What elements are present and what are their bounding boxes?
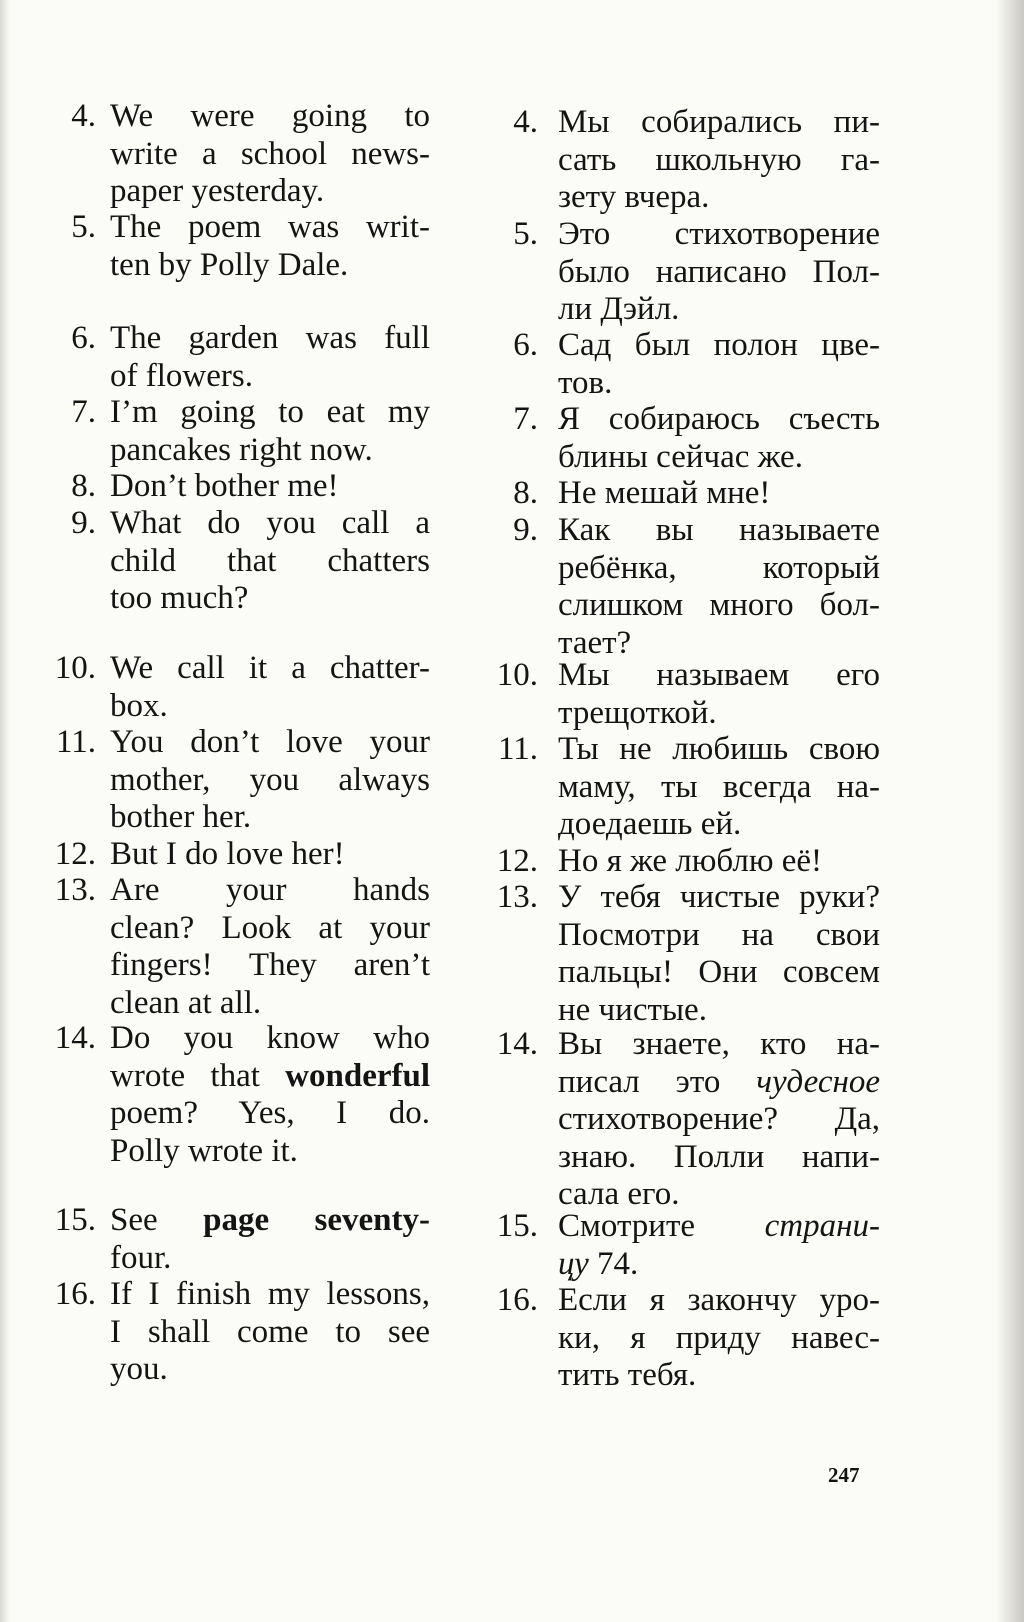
text-line: paper yesterday. bbox=[110, 173, 325, 210]
text-fragment: Смотрите bbox=[558, 1208, 696, 1244]
text-line: clean at all. bbox=[110, 984, 262, 1021]
item-number: 15. bbox=[54, 1202, 96, 1238]
text-line: poem? Yes, I do. bbox=[110, 1095, 430, 1132]
item-number: 6. bbox=[513, 327, 538, 363]
italic-word: страни- bbox=[764, 1208, 880, 1244]
text-line: What do you call a bbox=[110, 505, 430, 541]
text-line: fingers! They aren’t bbox=[110, 947, 430, 984]
item-number: 7. bbox=[513, 401, 538, 437]
text-line: пальцы! Они совсем bbox=[558, 954, 880, 991]
text-line: блины сейчас же. bbox=[558, 438, 803, 475]
text-line: four. bbox=[110, 1239, 172, 1276]
text-line: ten by Polly Dale. bbox=[110, 246, 349, 283]
text-fragment: 74. bbox=[596, 1245, 639, 1282]
page-number: 247 bbox=[828, 1463, 860, 1487]
text-line: сать школьную га- bbox=[558, 141, 880, 178]
item-number: 10. bbox=[496, 657, 538, 693]
item-number: 13. bbox=[496, 879, 538, 915]
text-line: Don’t bother me! bbox=[110, 468, 339, 504]
text-line: знаю. Полли напи- bbox=[558, 1138, 880, 1175]
text-line: Не мешай мне! bbox=[558, 475, 771, 511]
text-line: box. bbox=[110, 687, 168, 724]
item-number: 9. bbox=[513, 512, 538, 548]
text-line: Это стихотворение bbox=[558, 216, 880, 252]
item-number: 5. bbox=[71, 209, 96, 245]
text-line: If I finish my lessons, bbox=[110, 1276, 430, 1312]
text-line: Мы называем его bbox=[558, 657, 880, 693]
item-number: 6. bbox=[71, 320, 96, 356]
text-line: Как вы называете bbox=[558, 512, 880, 548]
text-line: трещоткой. bbox=[558, 694, 717, 731]
item-number: 16. bbox=[54, 1276, 96, 1312]
text-line: We were going to bbox=[110, 98, 430, 134]
item-number: 12. bbox=[54, 836, 96, 872]
text-line: У тебя чистые руки? bbox=[558, 879, 880, 915]
text-line: you. bbox=[110, 1351, 168, 1388]
item-number: 13. bbox=[54, 872, 96, 908]
text-line: Но я же люблю её! bbox=[558, 843, 823, 879]
text-line: Polly wrote it. bbox=[110, 1132, 298, 1169]
text-line: не чистые. bbox=[558, 991, 707, 1028]
bold-word: wonderful bbox=[285, 1057, 430, 1094]
text-line: mother, you always bbox=[110, 761, 430, 798]
text-line: pancakes right now. bbox=[110, 431, 373, 468]
text-line: We call it a chatter- bbox=[110, 650, 430, 686]
text-line: ки, я приду навес- bbox=[558, 1319, 880, 1356]
text-line: clean? Look at your bbox=[110, 909, 430, 946]
item-number: 12. bbox=[496, 843, 538, 879]
text-line bbox=[558, 1246, 880, 1284]
item-number: 8. bbox=[71, 468, 96, 504]
text-line bbox=[558, 1208, 880, 1246]
text-line: Are your hands bbox=[110, 872, 430, 908]
text-line: Мы собирались пи- bbox=[558, 104, 880, 140]
italic-word: чудесное bbox=[756, 1063, 880, 1100]
text-line: сала его. bbox=[558, 1176, 680, 1213]
text-line: You don’t love your bbox=[110, 724, 430, 760]
item-number: 14. bbox=[496, 1026, 538, 1062]
text-line: доедаешь ей. bbox=[558, 806, 742, 843]
text-line: I’m going to eat my bbox=[110, 394, 430, 430]
text-line: ребёнка, который bbox=[558, 549, 880, 586]
text-line: Если я закончу уро- bbox=[558, 1282, 880, 1318]
text-line: тить тебя. bbox=[558, 1357, 697, 1394]
text-fragment: See bbox=[110, 1202, 158, 1238]
text-line: зету вчера. bbox=[558, 179, 710, 216]
item-number: 9. bbox=[71, 505, 96, 541]
text-fragment: wrote that bbox=[110, 1057, 260, 1094]
text-line: The poem was writ- bbox=[110, 209, 430, 245]
text-line: тов. bbox=[558, 364, 613, 401]
item-number: 14. bbox=[54, 1020, 96, 1056]
text-line: Ты не любишь свою bbox=[558, 731, 880, 767]
italic-word: цу bbox=[558, 1245, 589, 1282]
text-line: bother her. bbox=[110, 799, 252, 836]
bold-phrase: page seventy- bbox=[203, 1202, 430, 1238]
text-line: Сад был полон цве- bbox=[558, 327, 880, 363]
item-number: 4. bbox=[71, 98, 96, 134]
text-line: ли Дэйл. bbox=[558, 291, 680, 328]
item-number: 5. bbox=[513, 216, 538, 252]
text-fragment: писал это bbox=[558, 1063, 721, 1100]
text-line: I shall come to see bbox=[110, 1313, 430, 1350]
item-number: 11. bbox=[55, 724, 96, 760]
item-number: 11. bbox=[497, 731, 538, 767]
text-line: было написано Пол- bbox=[558, 253, 880, 290]
text-line: child that chatters bbox=[110, 542, 430, 579]
text-line: Я собираюсь съесть bbox=[558, 401, 880, 437]
text-line: слишком много бол- bbox=[558, 587, 880, 624]
item-number: 8. bbox=[513, 475, 538, 511]
text-line: маму, ты всегда на- bbox=[558, 768, 880, 805]
text-line: The garden was full bbox=[110, 320, 430, 356]
item-number: 10. bbox=[54, 650, 96, 686]
text-line: Вы знаете, кто на- bbox=[558, 1026, 880, 1062]
item-number: 16. bbox=[496, 1282, 538, 1318]
text-line: of flowers. bbox=[110, 357, 253, 394]
text-line bbox=[558, 1064, 880, 1102]
text-line: Do you know who bbox=[110, 1020, 430, 1056]
text-line: Посмотри на свои bbox=[558, 916, 880, 953]
item-number: 4. bbox=[513, 104, 538, 140]
text-line: too much? bbox=[110, 580, 249, 617]
text-line: стихотворение? Да, bbox=[558, 1101, 880, 1138]
text-line: write a school news- bbox=[110, 135, 430, 172]
item-number: 15. bbox=[496, 1208, 538, 1244]
text-line: тает? bbox=[558, 624, 632, 661]
text-line: But I do love her! bbox=[110, 836, 345, 872]
item-number: 7. bbox=[71, 394, 96, 430]
